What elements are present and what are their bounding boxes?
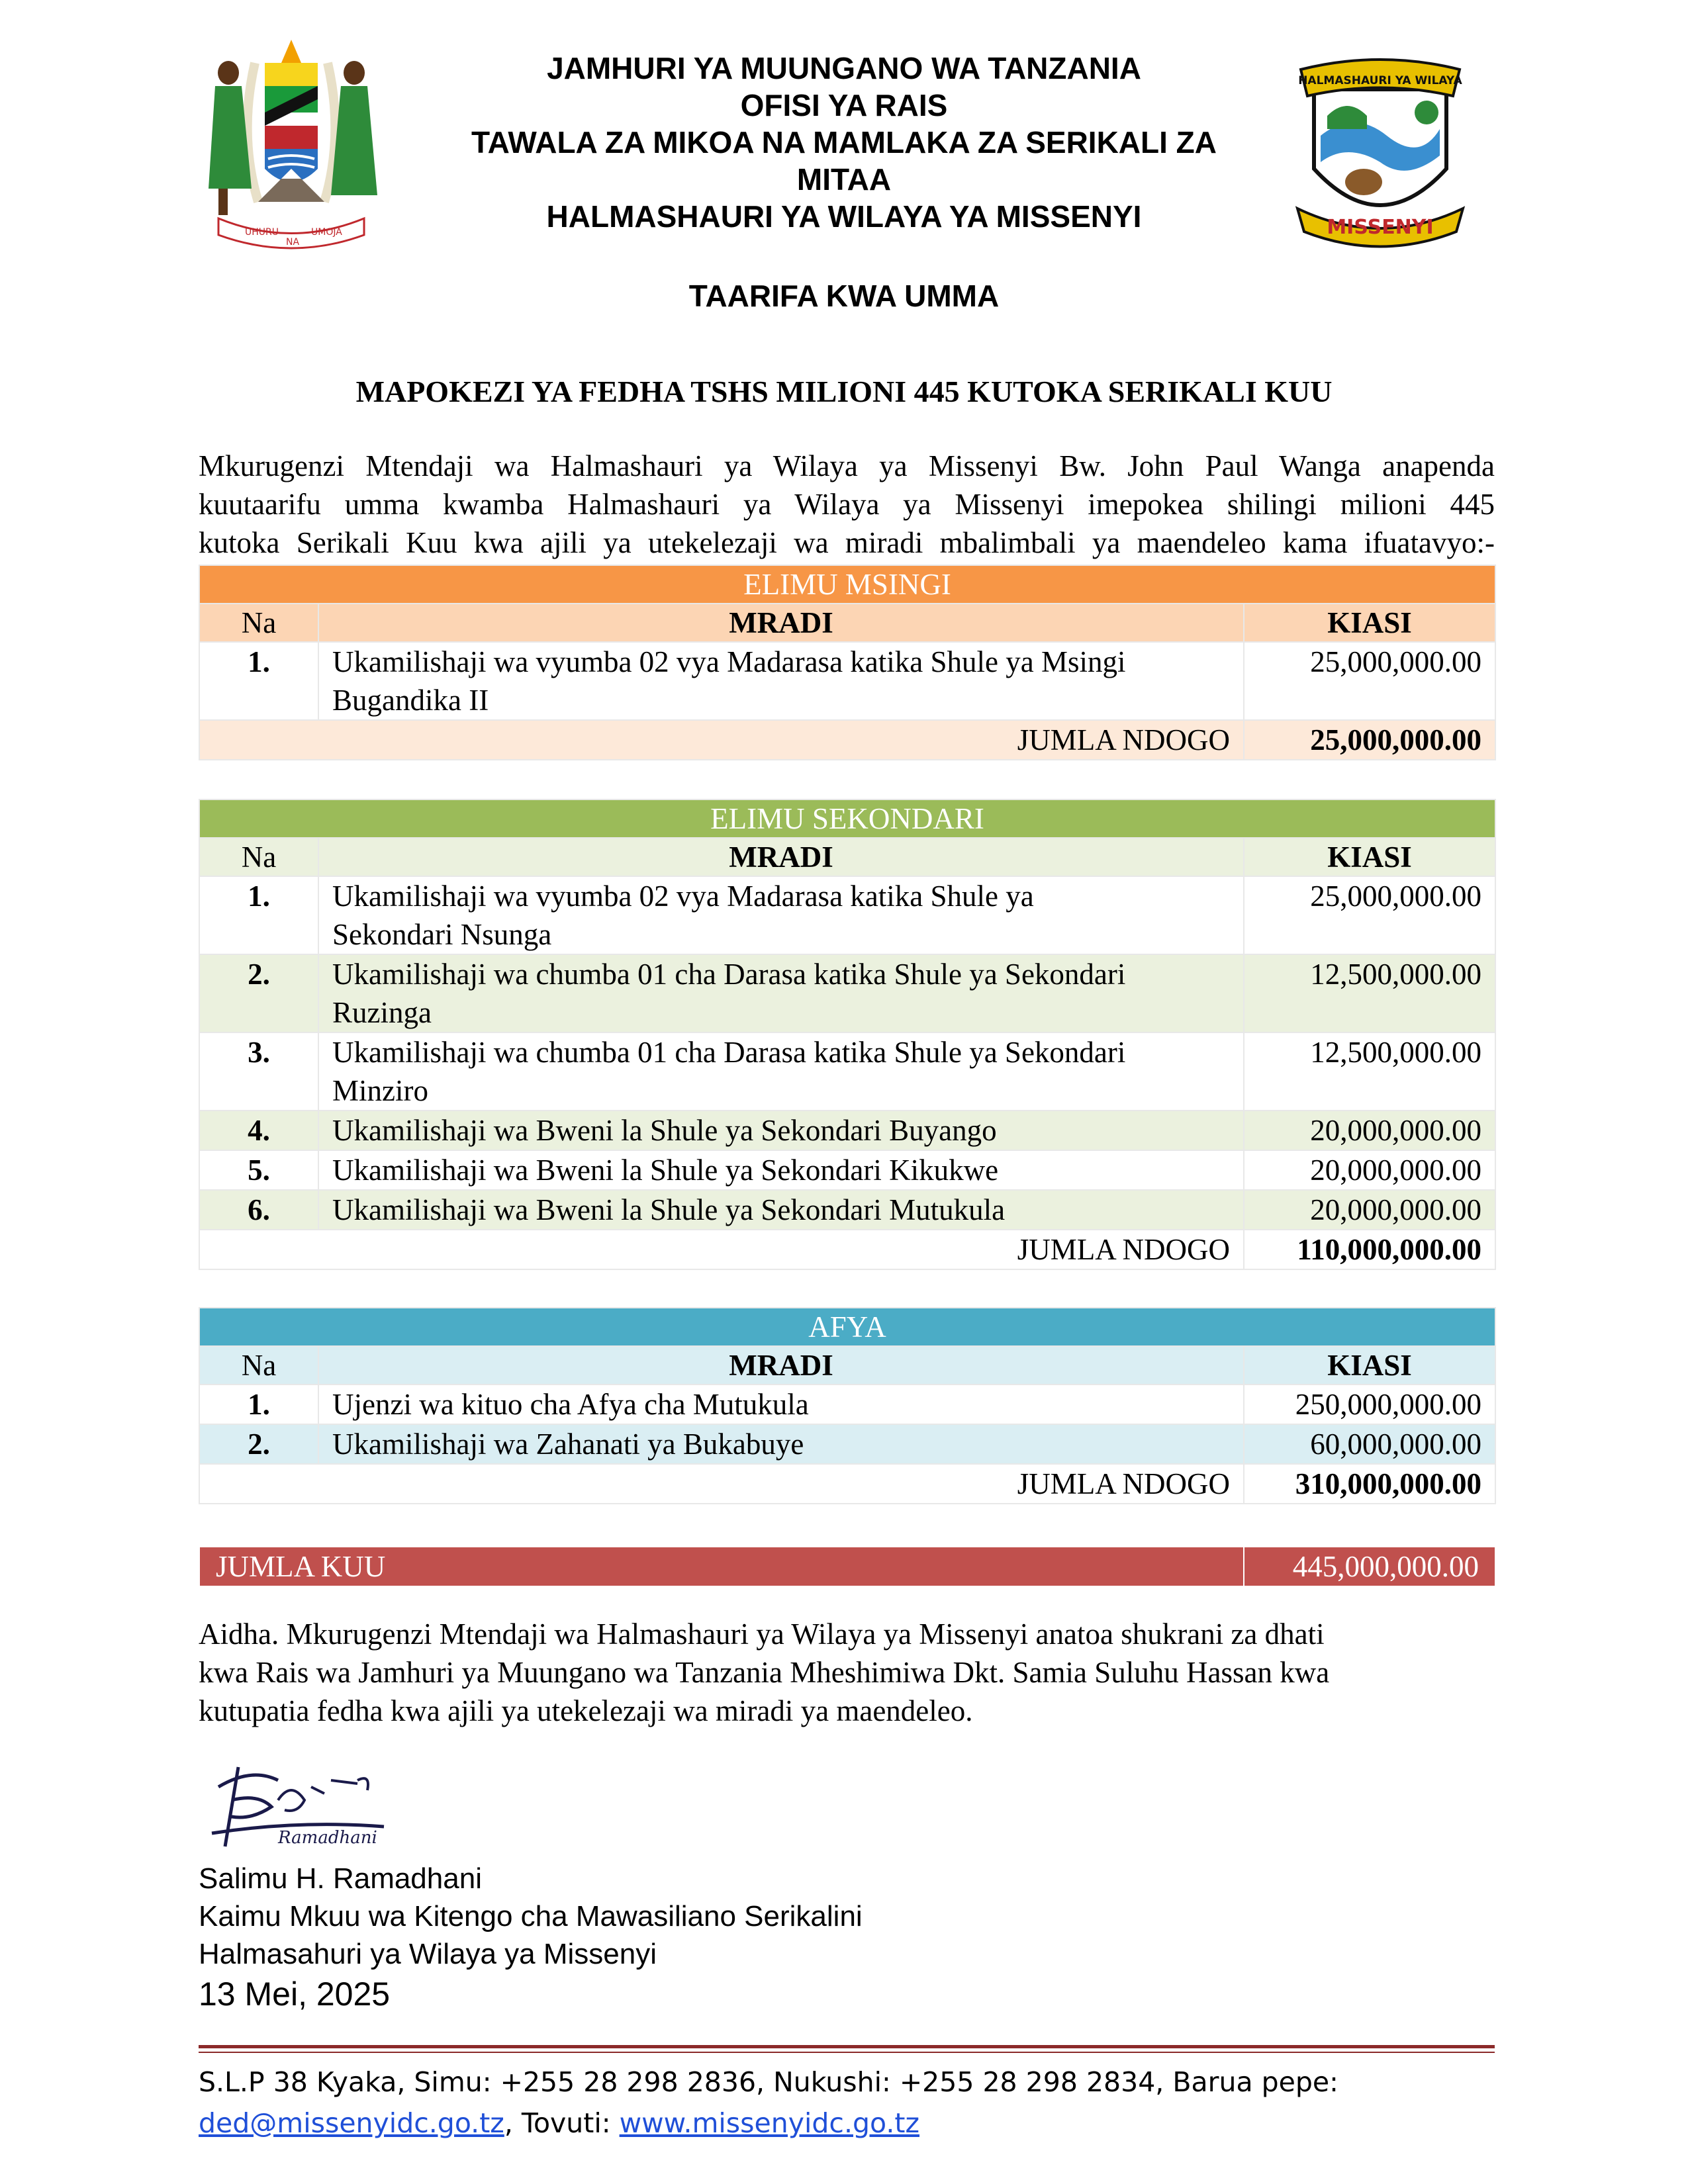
motto-uhuru: UHURU [245, 227, 279, 238]
row-number: 1. [199, 876, 318, 954]
row-number: 1. [199, 1385, 318, 1424]
table-row [199, 1150, 1495, 1190]
subtotal-label: JUMLA NDOGO [199, 1230, 1244, 1269]
row-amount: 25,000,000.00 [1244, 642, 1495, 720]
row-amount: 20,000,000.00 [1244, 1150, 1495, 1190]
footer [199, 2062, 1495, 2144]
section-title: AFYA [199, 1308, 1495, 1346]
header-line-3: TAWALA ZA MIKOA NA MAMLAKA ZA SERIKALI ZA [471, 125, 1217, 159]
row-project [318, 642, 1244, 720]
column-header-kiasi: KIASI [1244, 1346, 1495, 1385]
row-project: Ukamilishaji wa Bweni la Shule ya Sekondari Buyango [318, 1111, 1244, 1150]
intro-line: kuutaarifu umma kwamba Halmashauri ya Wilaya ya Missenyi imepokea shilingi milioni 445 [199, 488, 1495, 521]
row-number: 1. [199, 642, 318, 720]
intro-line: kutoka Serikali Kuu kwa ajili ya utekelezaji wa miradi mbalimbali ya maendeleo kama ifuatavyo:- [199, 526, 1495, 559]
table-afya [199, 1307, 1496, 1504]
grand-total-label: JUMLA KUU [199, 1547, 1244, 1586]
column-header-kiasi: KIASI [1244, 838, 1495, 876]
row-number: 5. [199, 1150, 318, 1190]
signer-block [199, 1860, 863, 2015]
seal-banner-text: MISSENYI [1327, 216, 1434, 239]
row-amount: 12,500,000.00 [1244, 1032, 1495, 1111]
seal-ring-text: HALMASHAURI YA WILAYA [1298, 74, 1462, 87]
row-amount: 25,000,000.00 [1244, 876, 1495, 954]
intro-line: Mkurugenzi Mtendaji wa Halmashauri ya Wilaya ya Missenyi Bw. John Paul Wanga anapenda [199, 449, 1495, 482]
subtotal-amount: 310,000,000.00 [1244, 1464, 1495, 1504]
footer-contact-line: S.L.P 38 Kyaka, Simu: +255 28 298 2836, Nukushi: +255 28 298 2834, Barua pepe: [199, 2066, 1338, 2098]
row-number: 2. [199, 954, 318, 1032]
grand-total-amount: 445,000,000.00 [1244, 1547, 1495, 1586]
project-line: Ukamilishaji wa vyumba 02 vya Madarasa katika Shule ya Msingi [332, 645, 1126, 678]
project-line: Sekondari Nsunga [332, 918, 552, 951]
signer-position: Kaimu Mkuu wa Kitengo cha Mawasiliano Serikalini [199, 1900, 863, 1933]
row-project: Ujenzi wa kituo cha Afya cha Mutukula [318, 1385, 1244, 1424]
header-line-5: HALMASHAURI YA WILAYA YA MISSENYI [546, 199, 1142, 234]
document-date: 13 Mei, 2025 [199, 1976, 391, 2013]
row-amount: 250,000,000.00 [1244, 1385, 1495, 1424]
table-elimu-msingi [199, 565, 1496, 760]
motto-umoja: UMOJA [311, 227, 342, 238]
signature-text: Ramadhani [278, 1828, 377, 1848]
project-line: Ukamilishaji wa chumba 01 cha Darasa katika Shule ya Sekondari [332, 958, 1126, 991]
subtotal-label: JUMLA NDOGO [199, 1464, 1244, 1504]
row-project [318, 954, 1244, 1032]
grand-total-row [199, 1546, 1496, 1587]
row-amount: 12,500,000.00 [1244, 954, 1495, 1032]
footer-divider [199, 2052, 1495, 2053]
document-title: MAPOKEZI YA FEDHA TSHS MILIONI 445 KUTOKA SERIKALI KUU [355, 375, 1333, 408]
row-number: 4. [199, 1111, 318, 1150]
section-title: ELIMU SEKONDARI [199, 799, 1495, 838]
table-row [199, 1424, 1495, 1464]
subtotal-row [199, 1464, 1495, 1504]
row-amount: 20,000,000.00 [1244, 1111, 1495, 1150]
subtotal-label: JUMLA NDOGO [199, 720, 1244, 760]
signer-name: Salimu H. Ramadhani [199, 1862, 482, 1895]
project-line: Ruzinga [332, 996, 432, 1029]
email-link[interactable]: ded@missenyidc.go.tz [199, 2107, 504, 2139]
subtotal-row [199, 1230, 1495, 1269]
intro-paragraph [199, 447, 1495, 562]
table-row [199, 1190, 1495, 1230]
table-row [199, 1032, 1495, 1111]
section-title: ELIMU MSINGI [199, 565, 1495, 604]
project-line: Minziro [332, 1074, 428, 1107]
handwritten-signature-icon [199, 1754, 397, 1860]
row-project: Ukamilishaji wa Bweni la Shule ya Sekondari Mutukula [318, 1190, 1244, 1230]
project-line: Bugandika II [332, 684, 489, 717]
table-row [199, 1111, 1495, 1150]
subtotal-amount: 25,000,000.00 [1244, 720, 1495, 760]
header-line-4: MITAA [796, 162, 892, 197]
row-number: 6. [199, 1190, 318, 1230]
motto-na: NA [286, 237, 300, 248]
website-link[interactable]: www.missenyidc.go.tz [619, 2107, 920, 2139]
header-line-1: JAMHURI YA MUUNGANO WA TANZANIA [547, 51, 1141, 85]
header [397, 50, 1291, 235]
table-row [199, 954, 1495, 1032]
table-elimu-sekondari [199, 799, 1496, 1270]
table-row [199, 1385, 1495, 1424]
column-header-mradi: MRADI [318, 1346, 1244, 1385]
footer-divider [199, 2045, 1495, 2048]
subtotal-row [199, 720, 1495, 760]
closing-line: Aidha. Mkurugenzi Mtendaji wa Halmashauri ya Wilaya ya Missenyi anatoa shukrani za dhati [199, 1617, 1325, 1651]
row-project: Ukamilishaji wa Zahanati ya Bukabuye [318, 1424, 1244, 1464]
table-row [199, 642, 1495, 720]
closing-line: kwa Rais wa Jamhuri ya Muungano wa Tanzania Mheshimiwa Dkt. Samia Suluhu Hassan kwa [199, 1656, 1330, 1689]
project-line: Ukamilishaji wa vyumba 02 vya Madarasa katika Shule ya [332, 880, 1034, 913]
row-number: 3. [199, 1032, 318, 1111]
tovuti-label: , Tovuti: [504, 2107, 620, 2139]
column-header-na: Na [199, 604, 318, 642]
column-header-na: Na [199, 838, 318, 876]
column-header-mradi: MRADI [318, 604, 1244, 642]
footer-links-line [199, 2103, 1495, 2144]
closing-paragraph [199, 1615, 1495, 1730]
subtotal-amount: 110,000,000.00 [1244, 1230, 1495, 1269]
row-project [318, 1032, 1244, 1111]
row-project: Ukamilishaji wa Bweni la Shule ya Sekondari Kikukwe [318, 1150, 1244, 1190]
row-amount: 60,000,000.00 [1244, 1424, 1495, 1464]
column-header-na: Na [199, 1346, 318, 1385]
column-header-mradi: MRADI [318, 838, 1244, 876]
signer-office: Halmasahuri ya Wilaya ya Missenyi [199, 1938, 657, 1970]
column-header-kiasi: KIASI [1244, 604, 1495, 642]
notice-heading: TAARIFA KWA UMMA [688, 279, 1000, 313]
header-line-2: OFISI YA RAIS [740, 88, 948, 122]
project-line: Ukamilishaji wa chumba 01 cha Darasa katika Shule ya Sekondari [332, 1036, 1126, 1069]
closing-line: kutupatia fedha kwa ajili ya utekelezaji wa miradi ya maendeleo. [199, 1694, 973, 1727]
row-amount: 20,000,000.00 [1244, 1190, 1495, 1230]
missenyi-district-seal-icon [1288, 50, 1473, 255]
row-project [318, 876, 1244, 954]
table-row [199, 876, 1495, 954]
row-number: 2. [199, 1424, 318, 1464]
tanzania-coat-of-arms-icon [192, 36, 391, 255]
